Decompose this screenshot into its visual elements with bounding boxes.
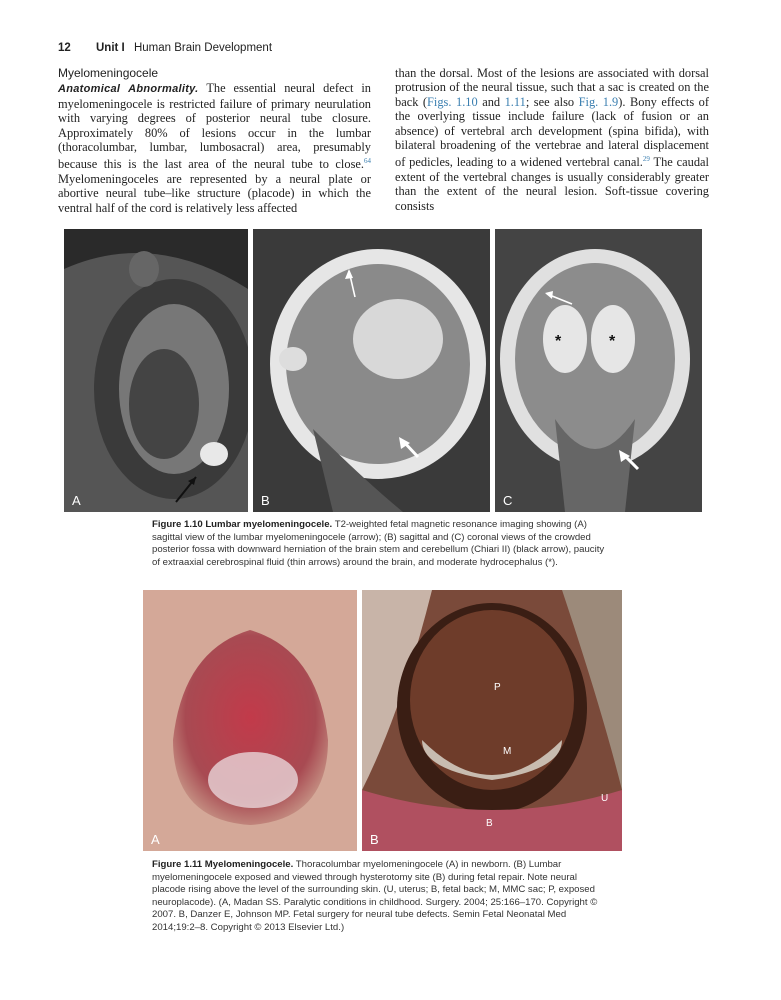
right-column [395, 66, 709, 213]
panel-label-a: A [151, 832, 160, 847]
page-number: 12 [58, 42, 71, 54]
fig-link-1-10[interactable]: Figs. 1.10 [427, 94, 478, 109]
panel-label-a: A [72, 493, 81, 508]
hydrocephalus-asterisk-left: * [555, 333, 562, 350]
caption-title: Figure 1.11 Myelomeningocele. [152, 859, 294, 870]
caption-title: Figure 1.10 Lumbar myelomeningocele. [152, 519, 333, 530]
reference-64[interactable]: 64 [364, 157, 371, 166]
figure-1-11-panel-b [362, 590, 622, 851]
mri-sagittal-brain-image [253, 229, 490, 512]
figure-1-10-panel-c [495, 229, 702, 512]
figure-1-10-panel-a [64, 229, 248, 512]
figure-1-11-caption [152, 859, 612, 935]
caption-text: Thoracolumbar myelomeningocele (A) in newborn. (B) Lumbar myelomeningocele exposed and viewed through hysterotomy site (B) during fetal repair. Note neural placode rising above the level of the surrounding skin. (U, uterus; B, fetal back; M, MMC sac; P, exposed neuroplacode). (A, Madan SS. Paralytic conditions in childhood. Surgery. 2004; 25:166–170. Copyright © 2007. B, Danzer E, Johnson MP. Fetal surgery for neural tube defects. Semin Fetal Neonatal Med 2014;19:2–8. Copyright © 2013 Elsevier Ltd.) [152, 859, 598, 933]
hydrocephalus-asterisk-right: * [609, 333, 616, 350]
paragraph-right: than the dorsal. Most of the lesions are associated with dorsal protrusion of the neural tissue, such that a sac is created on the back (Figs. 1.10 and 1.11; see also Fig. 1.9). Bony effects of the overlying tissue include failure (lack of fusion or an absence) of vertebral arch development (spina bifida), with bilateral broadening of the vertebrae and lateral displacement of pedicles, leading to a widened vertebral canal.$^{29}$ The caudal extent of the vertebral changes is usually considerably greater than the extent of the neural lesion. Soft-tissue covering consists [395, 66, 709, 213]
reference-29[interactable]: 29 [642, 155, 650, 164]
paragraph-left: Anatomical Abnormality. The essential neural defect in myelomeningocele is restricted failure of primary neurulation with varying degrees of posterior neural tube closure. Approximately 80% of lesions occur in the lumbar (thoracolumbar, lumbar, lumbosacral) area, presumably because this is the last area of the neural tube to close.$^{64}$ Myelomeningoceles are represented by a neural plate or abortive neural tube–like structure (placode) in which the ventral half of the cord is relatively less affected [58, 81, 372, 215]
panel-label-b: B [261, 493, 270, 508]
running-header [58, 42, 272, 54]
label-uterus: U [601, 793, 609, 804]
label-mmc-sac: M [503, 746, 512, 757]
mri-coronal-brain-image [495, 229, 702, 512]
section-heading: Myelomeningocele [58, 66, 159, 80]
fig-link-1-11[interactable]: 1.11 [504, 94, 526, 109]
unit-label: Unit I [96, 42, 125, 54]
fetal-surgery-photo [362, 590, 622, 851]
newborn-lesion-photo [143, 590, 357, 851]
lead-in: Anatomical Abnormality. [58, 83, 199, 96]
caption-text: T2-weighted fetal magnetic resonance imaging showing (A) sagittal view of the lumbar myelomeningocele (arrow); (B) sagittal and (C) coronal views of the crowded posterior fossa with downward herniation of the brain stem and cerebellum (Chiari II) (black arrow), paucity of extraaxial cerebrospinal fluid (thin arrows) around the brain, and moderate hydrocephalus (*). [152, 519, 605, 568]
panel-label-b: B [370, 832, 379, 847]
fig-link-1-9[interactable]: Fig. 1.9 [578, 94, 619, 109]
chapter-title: Human Brain Development [133, 42, 273, 54]
left-column [58, 66, 371, 215]
figure-1-11-panel-a [143, 590, 357, 851]
panel-label-c: C [503, 493, 513, 508]
label-fetal-back: B [486, 818, 493, 829]
mri-sagittal-image [64, 229, 248, 512]
figure-1-10-panel-b [253, 229, 490, 512]
figure-1-10-caption [152, 519, 612, 569]
label-placode: P [494, 682, 501, 693]
